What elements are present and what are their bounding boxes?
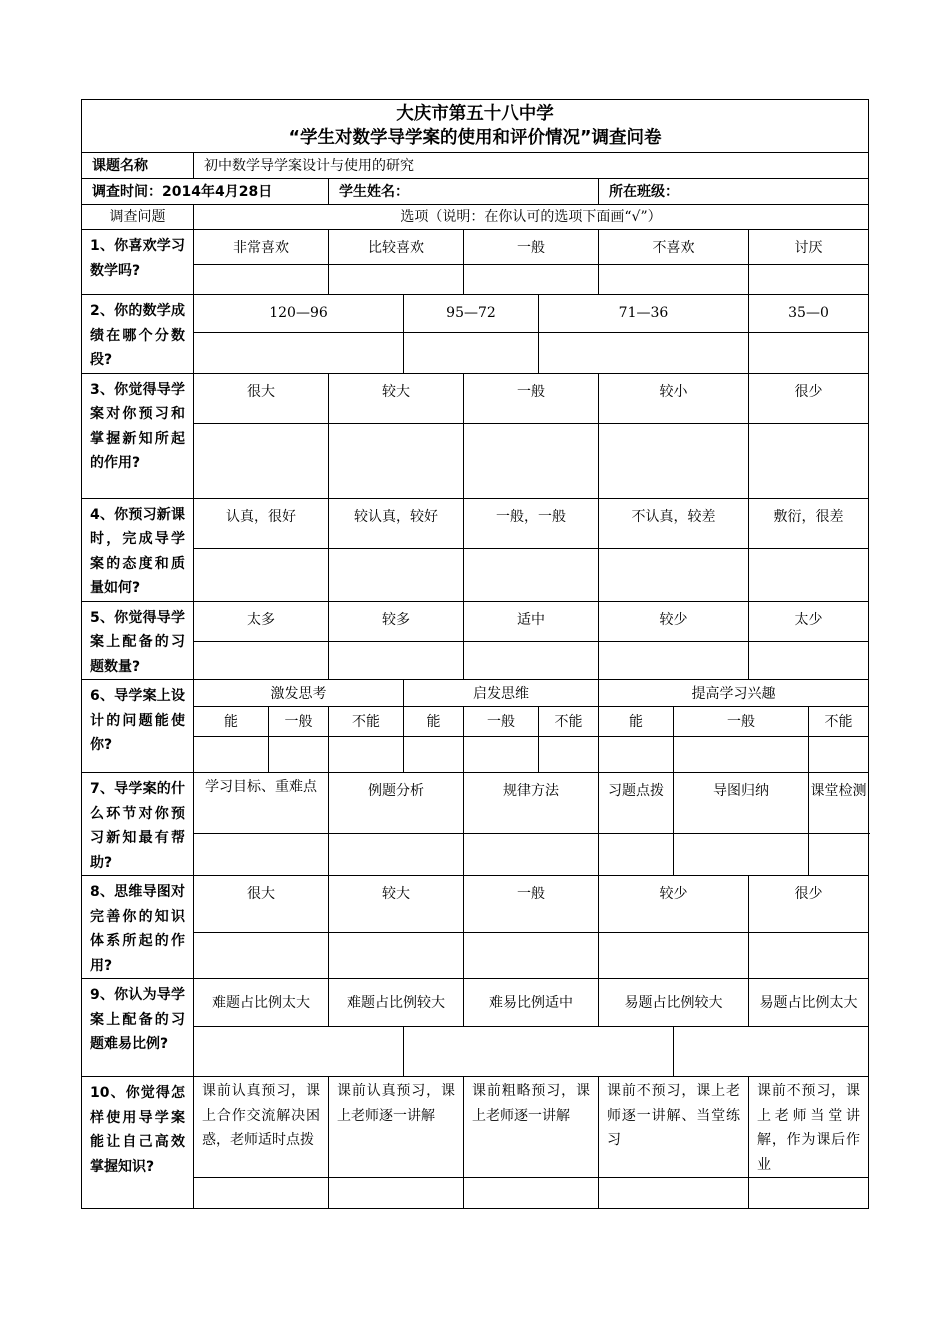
q10-option-4: 课前不预习，课上老师逐一讲解、当堂练习 <box>599 1077 749 1178</box>
q1-answer-2[interactable] <box>329 265 464 295</box>
q3-option-4: 较小 <box>599 373 749 423</box>
q3-answer-4[interactable] <box>599 423 749 498</box>
answer-row-8 <box>82 932 869 978</box>
q9-answer-2[interactable] <box>404 1027 674 1077</box>
q3-answer-3[interactable] <box>464 423 599 498</box>
q1-option-4: 不喜欢 <box>599 230 749 265</box>
q2-option-2: 95—72 <box>404 295 539 333</box>
question-9: 9、你认为导学案上配备的习题难易比例? <box>82 979 194 1077</box>
options-column-header: 选项（说明：在你认可的选项下面画“√”） <box>194 205 869 230</box>
school-name: 大庆市第五十八中学 <box>396 104 554 124</box>
q2-option-4: 35—0 <box>749 295 869 333</box>
q1-answer-3[interactable] <box>464 265 599 295</box>
q6-g3-level-1: 能 <box>599 707 674 737</box>
q6-answer-5[interactable] <box>464 737 539 773</box>
answer-row-2 <box>82 332 869 373</box>
q5-option-1: 太多 <box>194 601 329 641</box>
topic-value: 初中数学导学案设计与使用的研究 <box>194 153 869 179</box>
survey-date: 调查时间：2014年4月28日 <box>82 179 329 205</box>
q4-answer-4[interactable] <box>599 549 749 601</box>
q6-g2-level-2: 一般 <box>464 707 539 737</box>
q7-option-6: 课堂检测 <box>809 773 869 834</box>
q3-answer-1[interactable] <box>194 423 329 498</box>
q1-option-3: 一般 <box>464 230 599 265</box>
q10-answer-4[interactable] <box>599 1178 749 1209</box>
q2-option-3: 71—36 <box>539 295 749 333</box>
q2-answer-1[interactable] <box>194 332 404 373</box>
question-row-10 <box>82 1077 869 1178</box>
q10-option-1: 课前认真预习，课上合作交流解决困惑，老师适时点拨 <box>194 1077 329 1178</box>
question-3: 3、你觉得导学案对你预习和掌握新知所起的作用? <box>82 373 194 498</box>
survey-title: “学生对数学导学案的使用和评价情况”调查问卷 <box>288 128 662 148</box>
q9-option-2: 难题占比例较大 <box>329 979 464 1027</box>
q6-g2-level-1: 能 <box>404 707 464 737</box>
q1-option-2: 比较喜欢 <box>329 230 464 265</box>
q8-answer-1[interactable] <box>194 932 329 978</box>
q8-option-5: 很少 <box>749 876 869 933</box>
question-row-5 <box>82 601 869 641</box>
q1-answer-5[interactable] <box>749 265 869 295</box>
q7-option-2: 例题分析 <box>329 773 464 834</box>
q6-answer-7[interactable] <box>599 737 674 773</box>
q9-answer-1[interactable] <box>194 1027 404 1077</box>
q6-levels-row <box>82 707 869 737</box>
q4-answer-3[interactable] <box>464 549 599 601</box>
q6-group-2: 启发思维 <box>404 680 599 707</box>
question-row-3 <box>82 373 869 423</box>
question-5: 5、你觉得导学案上配备的习题数量? <box>82 601 194 680</box>
q5-option-4: 较少 <box>599 601 749 641</box>
title-cell <box>82 100 869 153</box>
answer-row-10 <box>82 1178 869 1209</box>
q1-answer-4[interactable] <box>599 265 749 295</box>
student-name-field[interactable]: 学生姓名： <box>329 179 599 205</box>
question-10: 10、你觉得怎样使用导学案能让自己高效掌握知识? <box>82 1077 194 1209</box>
q7-answer-2[interactable] <box>329 833 464 875</box>
q9-option-1: 难题占比例太大 <box>194 979 329 1027</box>
answer-row-1 <box>82 265 869 295</box>
q3-option-2: 较大 <box>329 373 464 423</box>
question-row-9 <box>82 979 869 1027</box>
question-row-8 <box>82 876 869 933</box>
info-row <box>82 179 869 205</box>
q5-option-3: 适中 <box>464 601 599 641</box>
survey-sheet <box>81 99 868 1209</box>
q2-answer-2[interactable] <box>404 332 539 373</box>
q5-answer-3[interactable] <box>464 641 599 679</box>
q5-option-2: 较多 <box>329 601 464 641</box>
q8-option-3: 一般 <box>464 876 599 933</box>
q5-answer-1[interactable] <box>194 641 329 679</box>
answer-row-6 <box>82 737 869 773</box>
question-6: 6、导学案上设计的问题能使你? <box>82 680 194 773</box>
answer-row-9 <box>82 1027 869 1077</box>
q1-answer-1[interactable] <box>194 265 329 295</box>
q4-option-3: 一般，一般 <box>464 498 599 549</box>
column-header-row <box>82 205 869 230</box>
question-column-header: 调查问题 <box>82 205 194 230</box>
question-7: 7、导学案的什么环节对你预习新知最有帮助? <box>82 773 194 876</box>
q5-option-5: 太少 <box>749 601 869 641</box>
q2-answer-3[interactable] <box>539 332 749 373</box>
q7-answer-4[interactable] <box>599 833 674 875</box>
q4-answer-1[interactable] <box>194 549 329 601</box>
q1-option-5: 讨厌 <box>749 230 869 265</box>
q4-option-5: 敷衍，很差 <box>749 498 869 549</box>
q3-option-3: 一般 <box>464 373 599 423</box>
q6-answer-2[interactable] <box>269 737 329 773</box>
q7-answer-3[interactable] <box>464 833 599 875</box>
q6-g1-level-1: 能 <box>194 707 269 737</box>
q9-option-3: 难易比例适中 <box>464 979 599 1027</box>
q8-answer-2[interactable] <box>329 932 464 978</box>
q6-g3-level-2: 一般 <box>674 707 809 737</box>
q6-g2-level-3: 不能 <box>539 707 599 737</box>
q5-answer-5[interactable] <box>749 641 869 679</box>
class-field[interactable]: 所在班级： <box>599 179 869 205</box>
answer-row-3 <box>82 423 869 498</box>
q6-g1-level-3: 不能 <box>329 707 404 737</box>
question-4: 4、你预习新课时，完成导学案的态度和质量如何? <box>82 498 194 601</box>
q6-answer-6[interactable] <box>539 737 599 773</box>
q9-answer-3[interactable] <box>674 1027 869 1077</box>
q9-option-5: 易题占比例太大 <box>749 979 869 1027</box>
q10-answer-2[interactable] <box>329 1178 464 1209</box>
q8-option-2: 较大 <box>329 876 464 933</box>
q8-option-4: 较少 <box>599 876 749 933</box>
q2-answer-4[interactable] <box>749 332 869 373</box>
q4-option-1: 认真，很好 <box>194 498 329 549</box>
survey-table <box>81 99 869 1209</box>
q5-answer-2[interactable] <box>329 641 464 679</box>
q7-option-5: 导图归纳 <box>674 773 809 834</box>
q10-option-2: 课前认真预习，课上老师逐一讲解 <box>329 1077 464 1178</box>
question-row-1 <box>82 230 869 265</box>
answer-row-4 <box>82 549 869 601</box>
q3-option-5: 很少 <box>749 373 869 423</box>
q10-answer-3[interactable] <box>464 1178 599 1209</box>
question-row-4 <box>82 498 869 549</box>
q5-answer-4[interactable] <box>599 641 749 679</box>
q6-group-3: 提高学习兴趣 <box>599 680 869 707</box>
q8-answer-4[interactable] <box>599 932 749 978</box>
q10-option-3: 课前粗略预习，课上老师逐一讲解 <box>464 1077 599 1178</box>
q2-option-1: 120—96 <box>194 295 404 333</box>
q7-option-1: 学习目标、重难点 <box>194 773 329 834</box>
question-2: 2、你的数学成绩在哪个分数段? <box>82 295 194 374</box>
title-row <box>82 100 869 153</box>
topic-row <box>82 153 869 179</box>
q6-answer-3[interactable] <box>329 737 404 773</box>
question-1: 1、你喜欢学习数学吗? <box>82 230 194 295</box>
q7-answer-6[interactable] <box>809 833 869 875</box>
q4-answer-5[interactable] <box>749 549 869 601</box>
q7-answer-1[interactable] <box>194 833 329 875</box>
q8-answer-3[interactable] <box>464 932 599 978</box>
q3-option-1: 很大 <box>194 373 329 423</box>
q10-answer-1[interactable] <box>194 1178 329 1209</box>
q8-option-1: 很大 <box>194 876 329 933</box>
question-8: 8、思维导图对完善你的知识体系所起的作用? <box>82 876 194 979</box>
question-row-2 <box>82 295 869 333</box>
q6-answer-4[interactable] <box>404 737 464 773</box>
q3-answer-5[interactable] <box>749 423 869 498</box>
answer-row-5 <box>82 641 869 679</box>
q6-answer-8[interactable] <box>674 737 809 773</box>
answer-row-7 <box>82 833 869 875</box>
q9-option-4: 易题占比例较大 <box>599 979 749 1027</box>
q4-option-4: 不认真，较差 <box>599 498 749 549</box>
q6-g1-level-2: 一般 <box>269 707 329 737</box>
q8-answer-5[interactable] <box>749 932 869 978</box>
q3-answer-2[interactable] <box>329 423 464 498</box>
q6-group-1: 激发思考 <box>194 680 404 707</box>
q7-answer-5[interactable] <box>674 833 809 875</box>
question-row-7 <box>82 773 869 834</box>
q10-option-5: 课前不预习，课上老师当堂讲解，作为课后作业 <box>749 1077 869 1178</box>
q4-option-2: 较认真，较好 <box>329 498 464 549</box>
q6-g3-level-3: 不能 <box>809 707 869 737</box>
topic-label: 课题名称 <box>82 153 194 179</box>
q6-answer-1[interactable] <box>194 737 269 773</box>
question-row-6 <box>82 680 869 707</box>
q6-answer-9[interactable] <box>809 737 869 773</box>
q7-option-3: 规律方法 <box>464 773 599 834</box>
q10-answer-5[interactable] <box>749 1178 869 1209</box>
q1-option-1: 非常喜欢 <box>194 230 329 265</box>
q7-option-4: 习题点拨 <box>599 773 674 834</box>
q4-answer-2[interactable] <box>329 549 464 601</box>
